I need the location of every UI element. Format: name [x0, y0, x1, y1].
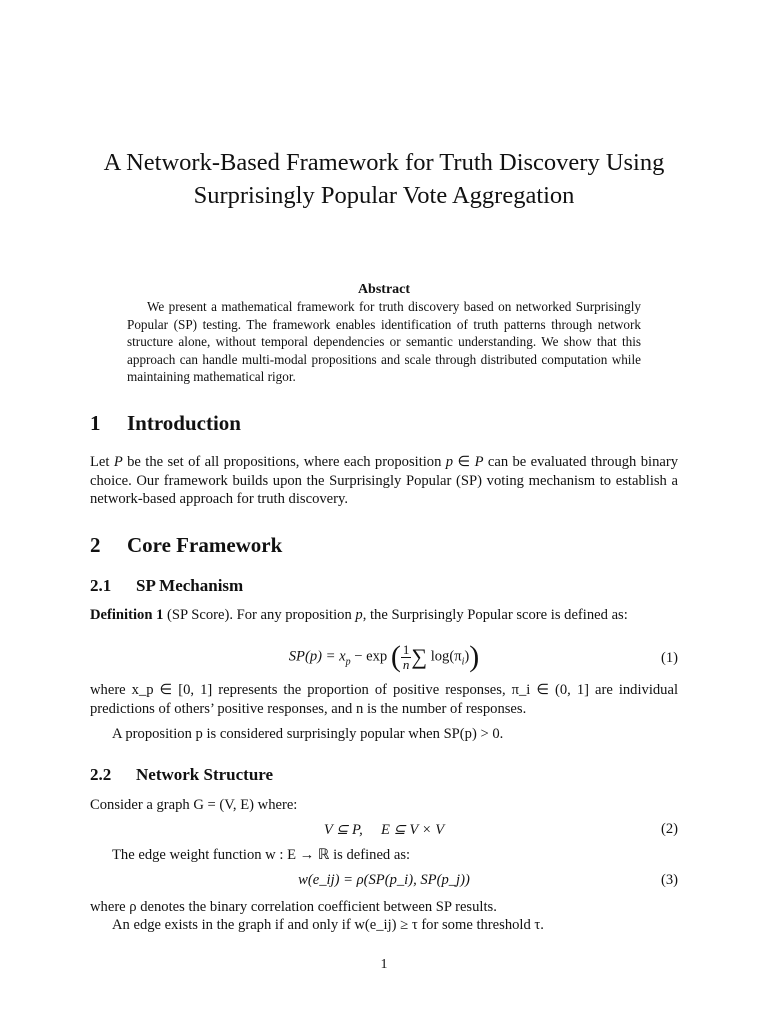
eq-close: ) — [464, 648, 470, 665]
sp-condition: A proposition p is considered surprisingly popular when SP(p) > 0. — [112, 726, 504, 742]
equation-2 — [90, 821, 678, 841]
summation-icon: ∑ — [411, 644, 428, 669]
subsection-number: 2.1 — [90, 576, 112, 595]
intro-text: be the set of all propositions, where each proposition — [122, 454, 446, 470]
eq-subscript: p — [345, 656, 351, 668]
left-paren-icon: ( — [390, 640, 401, 673]
abstract-heading: Abstract — [357, 282, 411, 297]
section-2-heading — [90, 533, 282, 558]
where-paragraph: where x_p ∈ [0, 1] represents the proportion of positive responses, π_i ∈ (0, 1] are individual predictions of others’ positive responses, and n is the number of responses. — [90, 682, 678, 717]
section-1-heading — [90, 411, 241, 436]
definition-1 — [90, 606, 678, 625]
weight-function-text: The edge weight function w : E → ℝ is defined as: — [112, 847, 411, 863]
equation-body: V ⊆ P, E ⊆ V × V — [323, 822, 445, 838]
paper-title: A Network-Based Framework for Truth Discovery Using Surprisingly Popular Vote Aggregation — [103, 149, 665, 209]
right-paren-icon: ) — [469, 640, 480, 673]
equation-number: (1) — [660, 650, 678, 666]
math-var: P — [113, 454, 123, 470]
eq-subscript: i — [461, 656, 465, 668]
equation-3 — [90, 872, 678, 892]
subsection-2-2-heading — [90, 765, 273, 785]
eq-lhs: SP(p) = x — [288, 648, 346, 665]
section-title: Core Framework — [127, 533, 283, 557]
subsection-title: Network Structure — [136, 765, 274, 784]
equation-body: w(e_ij) = ρ(SP(p_i), SP(p_j)) — [298, 872, 470, 888]
fraction — [401, 643, 412, 672]
definition-name: (SP Score). — [167, 607, 233, 623]
math-var: p — [355, 607, 363, 623]
intro-text: can be evaluated through binary choice. Our framework builds upon the Surprisingly Popular (SP) voting mechanism to establish a network-based approach for truth discovery. — [90, 454, 678, 508]
graph-definition: Consider a graph G = (V, E) where: — [90, 797, 298, 813]
equation-body — [90, 642, 678, 672]
fraction-numerator: 1 — [402, 641, 410, 657]
edge-condition: An edge exists in the graph if and only if w(e_ij) ≥ τ for some threshold τ. — [112, 917, 544, 933]
subsection-title: SP Mechanism — [136, 576, 244, 595]
eq-log: log(π — [430, 648, 462, 665]
eq-exp: − exp — [350, 648, 391, 665]
section-number: 2 — [90, 533, 101, 557]
section-title: Introduction — [127, 411, 241, 435]
equation-number: (2) — [660, 821, 678, 837]
abstract-text: We present a mathematical framework for truth discovery based on networked Surprisingly Popular (SP) testing. The framework enables identification of truth patterns through network structure alone, without temporal dependencies or semantic understanding. We show that this approach can handle multi-modal propositions and scale through distributed computation while maintaining mathematical rigor. — [127, 299, 641, 385]
equation-number: (3) — [660, 872, 678, 888]
subsection-number: 2.2 — [90, 765, 112, 784]
math-var: p — [445, 454, 454, 470]
subsection-2-1-heading — [90, 576, 243, 596]
intro-paragraph — [90, 453, 678, 509]
equation-1 — [90, 642, 678, 682]
rho-definition: where ρ denotes the binary correlation coefficient between SP results. — [90, 899, 497, 915]
intro-text: Let — [90, 454, 114, 470]
definition-text: For any proposition — [232, 607, 356, 623]
fraction-denominator: n — [402, 656, 410, 672]
section-number: 1 — [90, 411, 101, 435]
math-op: ∈ — [453, 454, 475, 470]
definition-text: , the Surprisingly Popular score is defined as: — [362, 607, 628, 623]
definition-label: Definition 1 — [90, 607, 164, 623]
math-var: P — [474, 454, 484, 470]
page-number: 1 — [380, 957, 388, 972]
